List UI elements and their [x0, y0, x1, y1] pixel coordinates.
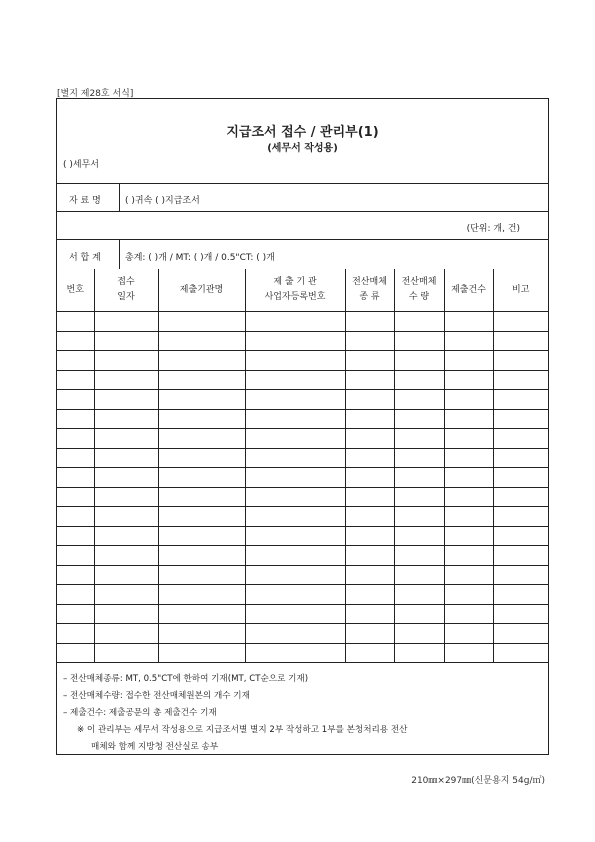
table-cell — [245, 643, 345, 663]
table-cell — [158, 331, 245, 351]
table-cell — [245, 604, 345, 624]
table-cell — [57, 370, 94, 390]
table-cell — [493, 351, 548, 371]
table-cell — [444, 604, 493, 624]
table-cell — [158, 448, 245, 468]
table-cell — [345, 429, 394, 449]
column-header: 제출건수 — [444, 269, 493, 312]
data-name-value: ( )귀속 ( )지급조서 — [125, 196, 200, 206]
table-cell — [493, 487, 548, 507]
table-cell — [158, 409, 245, 429]
table-cell — [245, 468, 345, 488]
table-cell — [394, 351, 444, 371]
table-row — [57, 312, 548, 332]
table-cell — [444, 429, 493, 449]
table-cell — [394, 643, 444, 663]
table-cell — [245, 624, 345, 644]
table-cell — [94, 585, 158, 605]
table-cell — [94, 448, 158, 468]
table-cell — [94, 429, 158, 449]
table-cell — [94, 526, 158, 546]
tax-office-line: ( )세무서 — [63, 160, 99, 170]
table-cell — [245, 331, 345, 351]
column-header: 번호 — [57, 269, 94, 312]
divider — [57, 239, 548, 240]
table-row — [57, 429, 548, 449]
table-cell — [94, 409, 158, 429]
form-frame — [56, 98, 549, 755]
column-header: 전산매체 종 류 — [345, 269, 394, 312]
table-cell — [444, 370, 493, 390]
table-cell — [345, 585, 394, 605]
table-cell — [493, 507, 548, 527]
table-cell — [158, 546, 245, 566]
table-cell — [394, 390, 444, 410]
table-cell — [57, 546, 94, 566]
column-header: 비고 — [493, 269, 548, 312]
table-cell — [245, 585, 345, 605]
table-cell — [94, 468, 158, 488]
table-cell — [158, 351, 245, 371]
table-cell — [158, 507, 245, 527]
table-cell — [57, 468, 94, 488]
form-title: 지급조서 접수 / 관리부(1) — [226, 125, 379, 140]
table-cell — [158, 643, 245, 663]
table-cell — [394, 546, 444, 566]
table-row — [57, 585, 548, 605]
table-cell — [94, 331, 158, 351]
table-cell — [493, 624, 548, 644]
table-cell — [394, 468, 444, 488]
table-row — [57, 370, 548, 390]
table-cell — [57, 331, 94, 351]
table-header-row — [57, 269, 548, 312]
table-cell — [345, 468, 394, 488]
table-cell — [345, 370, 394, 390]
table-cell — [245, 448, 345, 468]
table-cell — [444, 487, 493, 507]
table-cell — [345, 546, 394, 566]
total-value: 총계: ( )개 / MT: ( )개 / 0.5"CT: ( )개 — [125, 253, 275, 263]
table-cell — [444, 585, 493, 605]
table-cell — [394, 429, 444, 449]
table-cell — [245, 312, 345, 332]
form-number-label: [별지 제28호 서식] — [57, 89, 134, 99]
table-cell — [158, 585, 245, 605]
table-cell — [94, 487, 158, 507]
table-cell — [394, 507, 444, 527]
table-cell — [57, 448, 94, 468]
table-cell — [345, 312, 394, 332]
table-cell — [57, 604, 94, 624]
table-cell — [158, 429, 245, 449]
table-cell — [158, 468, 245, 488]
table-cell — [57, 585, 94, 605]
table-row — [57, 643, 548, 663]
table-cell — [394, 526, 444, 546]
divider — [119, 183, 120, 211]
table-cell — [394, 604, 444, 624]
table-cell — [345, 624, 394, 644]
table-cell — [245, 370, 345, 390]
divider — [119, 239, 120, 269]
note-item: – 제출건수: 제출공문의 총 제출건수 기재 — [63, 708, 217, 718]
table-row — [57, 565, 548, 585]
table-cell — [493, 526, 548, 546]
table-cell — [94, 351, 158, 371]
table-cell — [345, 507, 394, 527]
table-cell — [57, 409, 94, 429]
data-name-label: 자 료 명 — [69, 196, 101, 206]
paper-spec: 210㎜×297㎜(신문용지 54g/㎡) — [411, 776, 545, 786]
table-row — [57, 448, 548, 468]
table-cell — [158, 487, 245, 507]
table-cell — [158, 312, 245, 332]
table-cell — [94, 643, 158, 663]
note-item: – 전산매체수량: 접수한 전산매체원본의 개수 기재 — [63, 691, 250, 701]
table-cell — [94, 624, 158, 644]
table-row — [57, 546, 548, 566]
table-cell — [57, 429, 94, 449]
table-row — [57, 507, 548, 527]
note-item: ※ 이 관리부는 세무서 작성용으로 지급조서별 별지 2부 작성하고 1부를 본청처리용 전산 — [77, 725, 408, 735]
table-cell — [493, 448, 548, 468]
table-cell — [57, 565, 94, 585]
table-cell — [158, 526, 245, 546]
table-cell — [345, 409, 394, 429]
table-row — [57, 604, 548, 624]
table-cell — [493, 429, 548, 449]
table-cell — [94, 604, 158, 624]
table-cell — [245, 390, 345, 410]
table-cell — [345, 643, 394, 663]
table-cell — [493, 331, 548, 351]
table-cell — [94, 370, 158, 390]
table-cell — [444, 331, 493, 351]
table-cell — [394, 409, 444, 429]
table-cell — [394, 585, 444, 605]
table-cell — [493, 370, 548, 390]
notes — [63, 671, 407, 756]
table-cell — [444, 643, 493, 663]
table-cell — [345, 331, 394, 351]
table-cell — [493, 546, 548, 566]
table-cell — [57, 390, 94, 410]
column-header: 제 출 기 관 사업자등록번호 — [245, 269, 345, 312]
column-header: 전산매체 수 량 — [394, 269, 444, 312]
table-cell — [57, 643, 94, 663]
table-cell — [245, 507, 345, 527]
table-row — [57, 487, 548, 507]
table-cell — [493, 409, 548, 429]
table-cell — [444, 546, 493, 566]
unit-note: (단위: 개, 건) — [466, 224, 520, 234]
table-cell — [57, 507, 94, 527]
table-cell — [345, 487, 394, 507]
table-cell — [444, 468, 493, 488]
table-cell — [444, 312, 493, 332]
note-item: 매체와 함께 지방청 전산실로 송부 — [91, 742, 219, 752]
table-cell — [158, 370, 245, 390]
table-cell — [158, 604, 245, 624]
table-cell — [57, 526, 94, 546]
table-cell — [94, 565, 158, 585]
table-cell — [394, 370, 444, 390]
table-row — [57, 624, 548, 644]
table-cell — [57, 624, 94, 644]
table-cell — [245, 409, 345, 429]
table-cell — [245, 351, 345, 371]
table-body — [57, 312, 548, 663]
table-cell — [94, 312, 158, 332]
table-cell — [57, 351, 94, 371]
table-cell — [444, 526, 493, 546]
table-row — [57, 409, 548, 429]
table-cell — [394, 331, 444, 351]
table-row — [57, 390, 548, 410]
table-cell — [493, 390, 548, 410]
table-cell — [444, 409, 493, 429]
table-cell — [345, 604, 394, 624]
table-cell — [245, 546, 345, 566]
table-cell — [94, 546, 158, 566]
table-cell — [394, 565, 444, 585]
table-cell — [245, 487, 345, 507]
table-cell — [345, 390, 394, 410]
divider — [57, 211, 548, 212]
table-cell — [394, 448, 444, 468]
table-cell — [394, 487, 444, 507]
table-cell — [493, 643, 548, 663]
table-cell — [94, 390, 158, 410]
table-cell — [444, 565, 493, 585]
table-cell — [94, 507, 158, 527]
table-cell — [158, 624, 245, 644]
table-cell — [493, 604, 548, 624]
table-row — [57, 468, 548, 488]
note-item: – 전산매체종류: MT, 0.5"CT에 한하여 기재(MT, CT순으로 기재) — [63, 674, 309, 684]
table-cell — [444, 390, 493, 410]
table-cell — [493, 468, 548, 488]
table-cell — [345, 351, 394, 371]
column-header: 접수 일자 — [94, 269, 158, 312]
table-row — [57, 331, 548, 351]
table-cell — [444, 507, 493, 527]
table-cell — [158, 565, 245, 585]
table-cell — [345, 565, 394, 585]
total-label: 서 합 계 — [69, 253, 101, 263]
table-cell — [245, 429, 345, 449]
table-cell — [493, 565, 548, 585]
table-cell — [493, 312, 548, 332]
divider — [57, 183, 548, 184]
table-cell — [493, 585, 548, 605]
column-header: 제출기관명 — [158, 269, 245, 312]
table-cell — [158, 390, 245, 410]
table-cell — [444, 448, 493, 468]
table-row — [57, 351, 548, 371]
receipt-table — [57, 269, 548, 663]
table-cell — [57, 312, 94, 332]
table-cell — [444, 351, 493, 371]
table-cell — [394, 312, 444, 332]
table-cell — [345, 448, 394, 468]
form-subtitle: (세무서 작성용) — [267, 143, 338, 154]
table-cell — [245, 565, 345, 585]
table-cell — [57, 487, 94, 507]
table-cell — [345, 526, 394, 546]
table-row — [57, 526, 548, 546]
table-cell — [245, 526, 345, 546]
table-cell — [444, 624, 493, 644]
table-cell — [394, 624, 444, 644]
